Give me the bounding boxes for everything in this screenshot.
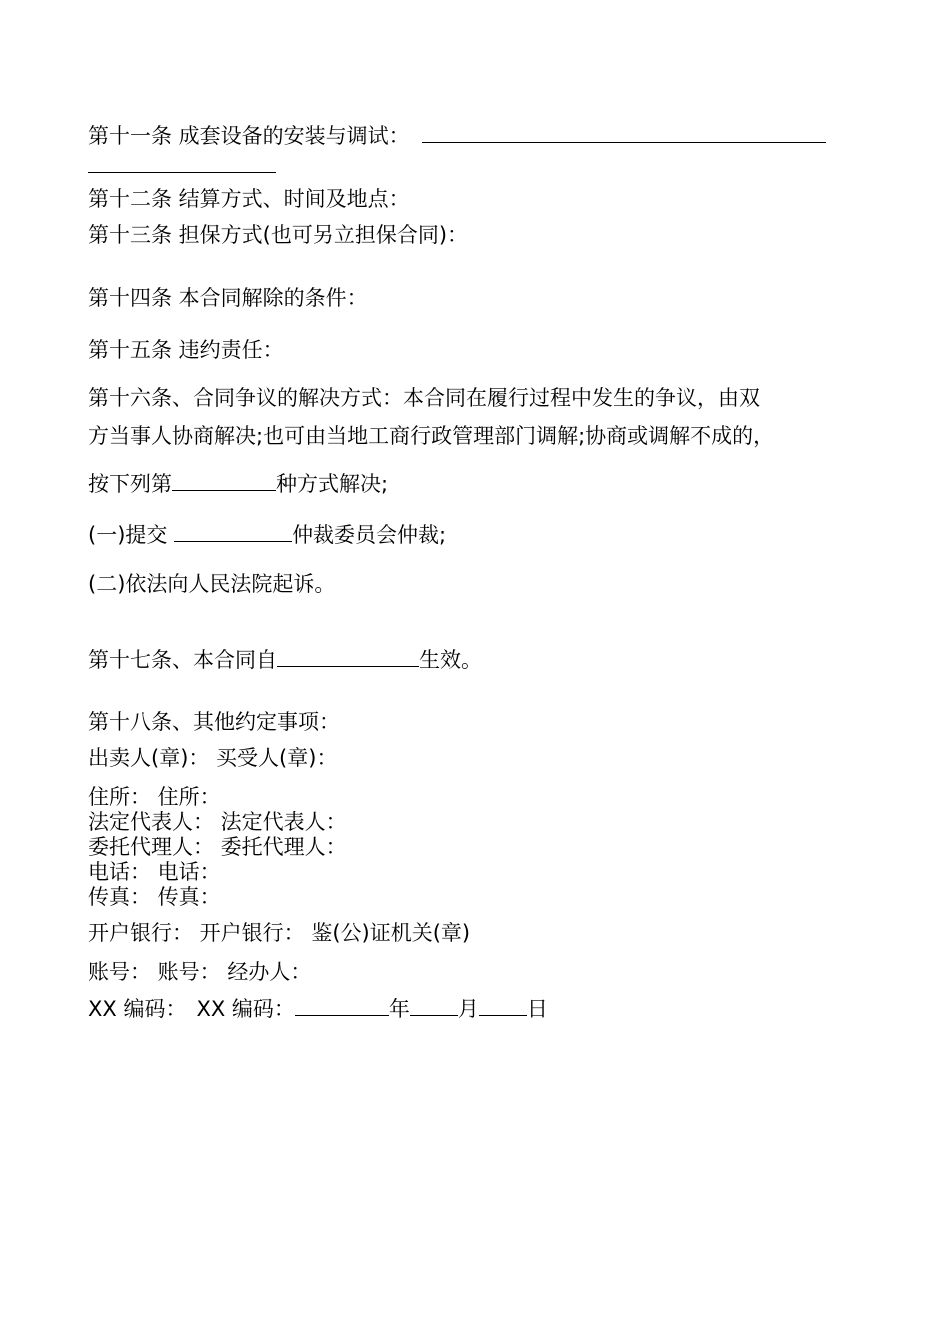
month-label: 月 (457, 997, 479, 1021)
year-label: 年 (388, 997, 410, 1021)
article-16-line-3 (88, 470, 388, 497)
legal-rep-row: 法定代表人： 法定代表人： (88, 810, 347, 834)
article-11 (88, 122, 826, 149)
arbitration-prefix: (一)提交 (88, 523, 175, 547)
article-11-blank[interactable] (422, 122, 826, 143)
effective-date-blank[interactable] (277, 646, 419, 667)
article-18: 第十八条、其他约定事项： (88, 710, 340, 734)
article-15: 第十五条 违约责任： (88, 338, 284, 362)
arbitration-commission-blank[interactable] (174, 521, 292, 542)
seal-row: 出卖人(章)： 买受人(章)： (88, 746, 338, 770)
article-14: 第十四条 本合同解除的条件： (88, 286, 368, 310)
article-11-label: 第十一条 成套设备的安装与调试： (88, 124, 410, 148)
option-litigation: (二)依法向人民法院起诉。 (88, 572, 336, 596)
article-11-blank-2[interactable] (88, 152, 276, 173)
method-choice-suffix: 种方式解决; (276, 472, 389, 496)
article-11-blank-continued (88, 152, 276, 179)
article-13: 第十三条 担保方式(也可另立担保合同)： (88, 223, 469, 247)
article-16-line-1: 第十六条、合同争议的解决方式：本合同在履行过程中发生的争议，由双 (88, 386, 760, 410)
day-blank[interactable] (479, 995, 527, 1016)
account-row: 账号： 账号： 经办人： (88, 960, 312, 984)
article-16-line-2: 方当事人协商解决;也可由当地工商行政管理部门调解;协商或调解不成的， (88, 424, 775, 448)
address-row: 住所： 住所： (88, 785, 221, 809)
day-label: 日 (526, 997, 548, 1021)
phone-row: 电话： 电话： (88, 860, 221, 884)
arbitration-suffix: 仲裁委员会仲裁; (292, 523, 447, 547)
article-17 (88, 646, 482, 673)
effective-suffix: 生效。 (419, 648, 482, 672)
postcode-buyer: XX 编码： (196, 997, 295, 1021)
article-12: 第十二条 结算方式、时间及地点： (88, 187, 410, 211)
postcode-date-row (88, 995, 548, 1022)
option-arbitration (88, 521, 446, 548)
method-choice-blank[interactable] (172, 470, 276, 491)
postcode-seller: XX 编码： (88, 997, 187, 1021)
month-blank[interactable] (410, 995, 458, 1016)
method-choice-prefix: 按下列第 (88, 472, 172, 496)
agent-row: 委托代理人： 委托代理人： (88, 835, 347, 859)
fax-row: 传真： 传真： (88, 885, 221, 909)
bank-row: 开户银行： 开户银行： 鉴(公)证机关(章) (88, 921, 471, 945)
year-blank[interactable] (295, 995, 389, 1016)
effective-prefix: 第十七条、本合同自 (88, 648, 277, 672)
